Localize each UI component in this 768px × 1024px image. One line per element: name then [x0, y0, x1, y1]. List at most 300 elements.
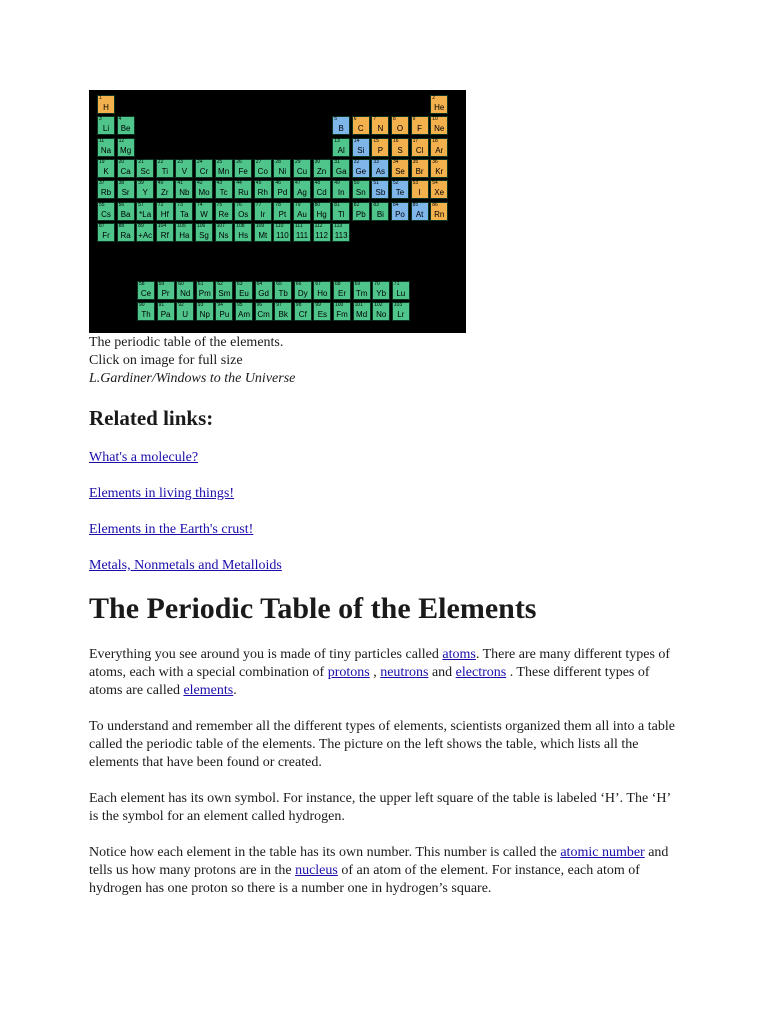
element-symbol: Kr [435, 166, 444, 176]
atomic-number: 42 [197, 180, 203, 187]
element-cell [97, 116, 115, 135]
element-cell [136, 202, 154, 221]
atomic-number: 99 [315, 302, 321, 309]
element-cell [372, 281, 390, 300]
link-protons[interactable]: protons [327, 665, 370, 680]
atomic-number: 8 [393, 116, 396, 123]
element-cell [234, 223, 252, 242]
element-cell [117, 202, 135, 221]
atomic-number: 61 [197, 281, 204, 287]
atomic-number: 5 [334, 116, 337, 123]
element-cell [333, 281, 351, 300]
atomic-number: 40 [157, 180, 164, 187]
element-cell [332, 159, 350, 178]
text: . There are many different types of atoms, each with a special combination of [89, 647, 671, 680]
atomic-number: 19 [99, 158, 105, 165]
element-symbol: Tb [278, 289, 288, 298]
element-cell [293, 159, 311, 178]
periodic-table-image[interactable] [89, 90, 466, 333]
link-atoms[interactable]: atoms [442, 647, 476, 662]
element-symbol: Cm [257, 310, 270, 320]
atomic-number: 36 [432, 158, 438, 165]
element-symbol: Ha [179, 230, 190, 240]
atomic-number: 60 [178, 281, 184, 287]
atomic-number: 27 [255, 158, 262, 165]
element-cell [313, 202, 331, 221]
atomic-number: 50 [353, 180, 360, 187]
element-symbol: Ce [140, 289, 152, 298]
element-cell [235, 281, 253, 300]
atomic-number: 95 [237, 302, 243, 309]
element-symbol: Mt [258, 230, 268, 240]
element-cell [195, 159, 213, 178]
atomic-number: 52 [393, 180, 399, 187]
atomic-number: 62 [217, 281, 223, 287]
atomic-number: 49 [334, 180, 340, 187]
element-cell [273, 223, 291, 242]
element-cell [117, 223, 135, 242]
atomic-number: 83 [373, 201, 379, 208]
atomic-number: 93 [197, 302, 204, 309]
element-symbol: Dy [297, 289, 308, 298]
element-symbol: Y [142, 188, 148, 198]
related-links-heading: Related links: [89, 406, 214, 430]
article-body [89, 646, 681, 916]
atomic-number: 92 [178, 302, 184, 309]
atomic-number: 33 [373, 158, 379, 165]
element-symbol: Ir [260, 209, 266, 219]
element-symbol: Ar [435, 145, 444, 155]
element-symbol: Ni [278, 166, 287, 176]
element-symbol: Cs [101, 209, 111, 219]
atomic-number: 37 [99, 180, 105, 187]
element-cell [157, 281, 175, 300]
element-symbol: *La [139, 209, 152, 219]
element-symbol: V [181, 166, 188, 176]
text: Everything you see around you is made of tiny particles called [89, 647, 443, 662]
element-cell [391, 159, 409, 178]
element-cell [430, 159, 448, 178]
related-link-item [89, 485, 282, 521]
element-symbol: Hf [160, 209, 169, 219]
atomic-number: 68 [335, 281, 341, 287]
element-cell [234, 159, 252, 178]
element-cell [313, 281, 331, 300]
element-cell [255, 302, 273, 321]
element-symbol: Zr [161, 188, 169, 198]
element-symbol: Bi [376, 209, 384, 219]
element-cell [97, 138, 115, 157]
text: . These different types of atoms are called [89, 665, 650, 698]
element-symbol: Ru [238, 188, 249, 198]
atomic-number: 22 [157, 158, 164, 165]
element-symbol: Be [120, 124, 131, 134]
element-cell [137, 281, 155, 300]
atomic-number: 79 [295, 201, 301, 208]
caption-click-hint: Click on image for full size [89, 353, 243, 368]
text: Notice how each element in the table has its own number. This number is called the [89, 845, 561, 860]
element-cell [234, 202, 252, 221]
atomic-number: 110 [275, 222, 284, 229]
atomic-number: 86 [432, 201, 438, 208]
element-cell [157, 302, 175, 321]
element-symbol: Pt [278, 209, 287, 219]
atomic-number: 47 [295, 180, 301, 187]
element-symbol: Yb [376, 289, 387, 298]
atomic-number: 32 [353, 158, 360, 165]
element-symbol: 110 [276, 230, 289, 240]
element-cell [273, 159, 291, 178]
element-symbol: Pu [219, 310, 230, 320]
atomic-number: 105 [177, 222, 186, 229]
element-symbol: Np [199, 310, 210, 320]
atomic-number: 28 [275, 158, 281, 165]
element-symbol: Lu [396, 289, 406, 298]
element-cell [254, 180, 272, 199]
atomic-number: 101 [354, 302, 363, 309]
atomic-number: 10 [432, 116, 438, 123]
element-cell [117, 159, 135, 178]
element-cell [352, 180, 370, 199]
element-symbol: Ho [317, 289, 328, 298]
element-cell [195, 180, 213, 199]
atomic-number: 77 [255, 201, 262, 208]
atomic-number: 11 [99, 137, 105, 144]
atomic-number: 44 [236, 180, 242, 187]
paragraph-organization: To understand and remember all the different types of elements, scientists organized them all into a table called the periodic table of the elements. The picture on the left shows the table, which lists all the elements that have been found or created. [89, 719, 675, 770]
element-symbol: Sb [375, 188, 386, 198]
element-cell [430, 202, 448, 221]
atomic-number: 46 [275, 180, 281, 187]
element-cell [273, 202, 291, 221]
element-cell [411, 116, 429, 135]
element-symbol: Si [357, 145, 365, 155]
element-cell [97, 95, 115, 114]
text: of an atom of the element. For instance, each atom of hydrogen has one proton so there is a number one in hydrogen’s square. [89, 863, 640, 896]
element-cell [156, 159, 174, 178]
element-symbol: Fe [238, 166, 248, 176]
atomic-number: 102 [374, 302, 383, 309]
element-cell [97, 180, 115, 199]
element-symbol: Pb [355, 209, 366, 219]
element-cell [254, 202, 272, 221]
element-cell [117, 116, 135, 135]
element-symbol: P [377, 145, 384, 155]
element-cell [332, 202, 350, 221]
atomic-number: 91 [158, 302, 165, 309]
atomic-number: 7 [373, 116, 377, 123]
element-symbol: S [397, 145, 403, 155]
element-cell [97, 202, 115, 221]
atomic-number: 90 [139, 302, 145, 309]
link-elements-in-living-things[interactable]: Elements in living things! [89, 486, 235, 501]
atomic-number: 111 [295, 222, 303, 229]
atomic-number: 113 [334, 222, 343, 229]
atomic-number: 109 [255, 222, 265, 229]
atomic-number: 20 [118, 158, 125, 165]
element-symbol: Ba [120, 209, 131, 219]
element-cell [136, 159, 154, 178]
atomic-number: 43 [216, 180, 223, 187]
element-cell [117, 138, 135, 157]
element-cell [430, 116, 448, 135]
element-cell [234, 180, 252, 199]
element-symbol: Ge [355, 166, 367, 176]
element-symbol: Pr [161, 289, 170, 298]
atomic-number: 6 [353, 116, 357, 123]
atomic-number: 85 [412, 201, 419, 208]
element-cell [391, 202, 409, 221]
element-symbol: H [103, 103, 109, 112]
element-cell [392, 281, 410, 300]
element-symbol: As [375, 166, 386, 176]
atomic-number: 103 [393, 302, 403, 309]
atomic-number: 48 [314, 180, 321, 187]
element-symbol: Ne [434, 124, 445, 134]
element-cell [391, 180, 409, 199]
atomic-number: 4 [118, 116, 122, 123]
element-symbol: 112 [315, 230, 328, 240]
element-cell [117, 180, 135, 199]
paragraph-symbols: Each element has its own symbol. For instance, the upper left square of the table is labeled ‘H’. The ‘H’ is the symbol for an element called hydrogen. [89, 791, 671, 824]
element-symbol: Hs [238, 230, 249, 240]
atomic-number: 51 [373, 180, 379, 187]
link-whats-a-molecule[interactable]: What's a molecule? [89, 450, 199, 465]
element-symbol: I [418, 188, 421, 198]
atomic-number: 38 [118, 180, 125, 187]
element-cell [353, 281, 371, 300]
element-cell [255, 281, 273, 300]
atomic-number: 59 [158, 281, 165, 287]
atomic-number: 66 [295, 281, 302, 287]
atomic-number: 64 [256, 281, 263, 287]
link-elements-in-earths-crust[interactable]: Elements in the Earth's crust! [89, 522, 254, 537]
atomic-number: 87 [99, 222, 105, 229]
element-cell [411, 138, 429, 157]
element-cell [371, 159, 389, 178]
element-cell [196, 281, 214, 300]
element-cell [156, 180, 174, 199]
element-symbol: 113 [334, 230, 348, 240]
atomic-number: 14 [353, 137, 360, 144]
element-symbol: Cl [415, 145, 424, 155]
element-cell [352, 159, 370, 178]
caption-line: The periodic table of the elements. [89, 335, 284, 350]
element-symbol: Pa [160, 310, 171, 320]
atomic-number: 2 [432, 95, 435, 101]
atomic-number: 88 [118, 222, 125, 229]
image-credit: L.Gardiner/Windows to the Universe [89, 371, 296, 386]
image-caption [89, 334, 295, 388]
atomic-number: 65 [276, 281, 282, 287]
atomic-number: 16 [393, 137, 399, 144]
atomic-number: 76 [236, 201, 242, 208]
element-symbol: Th [141, 310, 151, 320]
element-symbol: Ra [120, 230, 131, 240]
atomic-number: 96 [256, 302, 263, 309]
element-symbol: Au [297, 209, 307, 219]
atomic-number: 98 [295, 302, 302, 309]
link-metals-nonmetals-metalloids[interactable]: Metals, Nonmetals and Metalloids [89, 558, 282, 573]
element-cell [274, 302, 292, 321]
element-symbol: Sg [199, 230, 209, 240]
element-cell [195, 202, 213, 221]
element-cell [293, 180, 311, 199]
element-symbol: Mo [198, 188, 210, 198]
element-symbol: Fr [102, 230, 110, 240]
atomic-number: 39 [138, 180, 144, 187]
atomic-number: 21 [138, 158, 144, 165]
element-cell [273, 180, 291, 199]
element-cell [176, 302, 194, 321]
element-cell [392, 302, 410, 321]
element-symbol: 111 [295, 230, 309, 240]
element-cell [352, 116, 370, 135]
link-nucleus[interactable]: nucleus [295, 863, 338, 878]
element-symbol: Lr [397, 310, 405, 320]
element-symbol: In [337, 188, 345, 198]
element-cell [294, 302, 312, 321]
element-symbol: Po [395, 209, 405, 219]
atomic-number: 67 [315, 281, 321, 287]
element-symbol: Er [338, 289, 346, 298]
element-cell [175, 159, 193, 178]
atomic-number: 84 [393, 201, 399, 208]
element-cell [195, 223, 213, 242]
atomic-number: 13 [334, 137, 340, 144]
atomic-number: 112 [314, 222, 323, 229]
element-symbol: Cu [296, 166, 308, 176]
element-symbol: Mn [218, 166, 230, 176]
element-cell [215, 180, 233, 199]
element-symbol: Nb [179, 188, 190, 198]
element-symbol: Sr [121, 188, 130, 198]
related-link-item [89, 449, 282, 485]
element-symbol: Tc [219, 188, 228, 198]
element-symbol: N [377, 124, 384, 134]
element-symbol: Al [337, 145, 345, 155]
link-atomic-number[interactable]: atomic number [560, 845, 645, 860]
atomic-number: 55 [99, 201, 105, 208]
element-cell [430, 138, 448, 157]
element-cell [215, 159, 233, 178]
atomic-number: 24 [197, 158, 203, 165]
element-cell [156, 202, 174, 221]
text: and tells us how many protons are in the [89, 845, 669, 878]
element-symbol: Cf [298, 310, 307, 320]
atomic-number: 12 [118, 137, 125, 144]
element-symbol: Cd [316, 188, 327, 198]
page-title: The Periodic Table of the Elements [89, 592, 537, 625]
element-cell [430, 95, 448, 114]
element-symbol: Nd [180, 289, 191, 298]
element-cell [332, 180, 350, 199]
element-cell [411, 159, 429, 178]
atomic-number: 104 [157, 222, 167, 229]
element-symbol: Pd [277, 188, 288, 198]
atomic-number: 107 [216, 222, 225, 229]
element-symbol: Es [317, 310, 328, 320]
element-cell [215, 202, 233, 221]
element-cell [293, 223, 311, 242]
element-symbol: F [417, 124, 423, 134]
atomic-number: 41 [177, 180, 183, 187]
related-link-item [89, 557, 282, 593]
element-cell [332, 116, 350, 135]
paragraph-atoms [89, 646, 681, 700]
atomic-number: 34 [393, 158, 399, 165]
element-symbol: Pm [198, 289, 211, 298]
link-neutrons[interactable]: neutrons [380, 665, 429, 680]
atomic-number: 72 [157, 201, 164, 208]
element-symbol: Zn [316, 166, 327, 176]
atomic-number: 35 [412, 158, 419, 165]
element-symbol: B [338, 124, 344, 134]
element-cell [313, 302, 331, 321]
element-cell [352, 202, 370, 221]
atomic-number: 58 [139, 281, 145, 287]
element-symbol: Bk [278, 310, 288, 320]
atomic-number: 18 [432, 137, 438, 144]
atomic-number: 80 [314, 201, 321, 208]
element-symbol: Sc [140, 166, 150, 176]
element-symbol: Os [238, 209, 249, 219]
atomic-number: 31 [334, 158, 340, 165]
element-cell [274, 281, 292, 300]
link-elements[interactable]: elements [183, 683, 234, 698]
element-symbol: Hg [316, 209, 327, 219]
element-symbol: Fm [336, 310, 348, 320]
element-cell [293, 202, 311, 221]
atomic-number: 53 [412, 180, 419, 187]
atomic-number: 63 [237, 281, 243, 287]
element-symbol: Ta [180, 209, 189, 219]
element-cell [254, 159, 272, 178]
link-electrons[interactable]: electrons [455, 665, 507, 680]
element-symbol: Na [100, 145, 112, 155]
atomic-number: 54 [432, 180, 438, 187]
element-cell [176, 281, 194, 300]
element-cell [313, 159, 331, 178]
element-symbol: Rb [100, 188, 112, 198]
atomic-number: 74 [197, 201, 203, 208]
element-symbol: Sn [355, 188, 366, 198]
element-symbol: Rn [434, 209, 445, 219]
atomic-number: 75 [216, 201, 223, 208]
element-symbol: Mg [120, 145, 132, 155]
element-symbol: Tl [337, 209, 345, 219]
element-symbol: At [415, 209, 424, 219]
element-symbol: Am [238, 310, 250, 320]
element-symbol: O [396, 124, 404, 134]
element-symbol: +Ac [138, 230, 153, 240]
element-symbol: Se [395, 166, 405, 176]
element-cell [411, 180, 429, 199]
element-cell [175, 223, 193, 242]
element-cell [175, 202, 193, 221]
atomic-number: 15 [373, 137, 379, 144]
element-cell [215, 281, 233, 300]
element-symbol: U [182, 310, 189, 320]
text: , [369, 665, 381, 680]
atomic-number: 94 [217, 302, 223, 309]
element-cell [97, 223, 115, 242]
element-symbol: Rf [160, 230, 169, 240]
element-cell [215, 223, 233, 242]
element-cell [137, 302, 155, 321]
atomic-number: 1 [99, 95, 102, 101]
element-symbol: Li [102, 124, 110, 134]
